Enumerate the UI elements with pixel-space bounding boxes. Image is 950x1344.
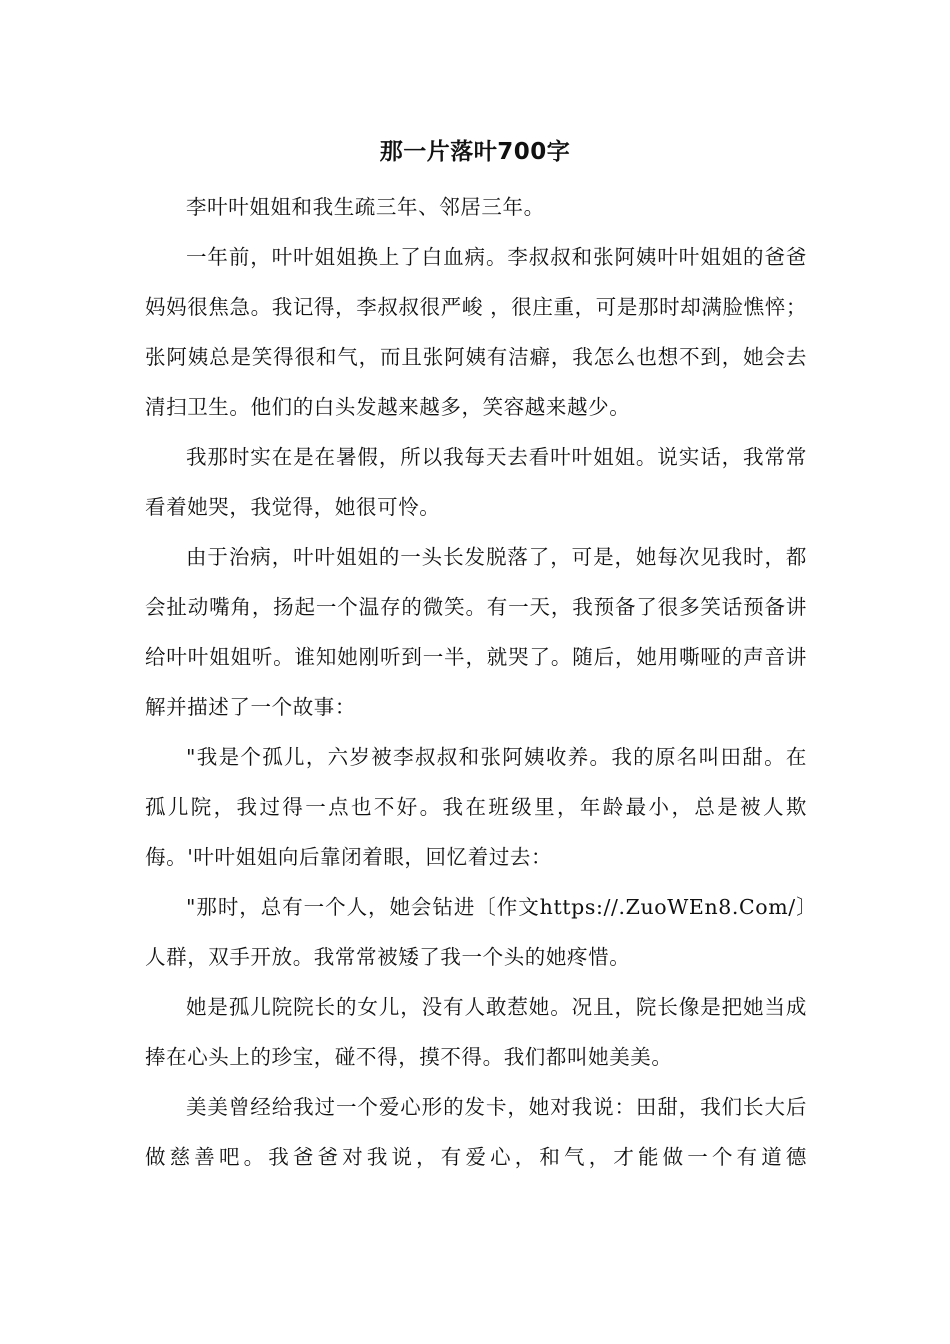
paragraph: "我是个孤儿，六岁被李叔叔和张阿姨收养。我的原名叫田甜。在孤儿院，我过得一点也不好。我在班级里，年龄最小，总是被人欺侮。'叶叶姐姐向后靠闭着眼，回忆着过去： [145,745,807,869]
document-title: 那一片落叶700字 [379,139,571,165]
document-body [145,182,807,1182]
paragraph: 她是孤儿院院长的女儿，没有人敢惹她。况且，院长像是把她当成捧在心头上的珍宝，碰不得，摸不得。我们都叫她美美。 [145,995,807,1069]
paragraph: 由于治病，叶叶姐姐的一头长发脱落了，可是，她每次见我时，都会扯动嘴角，扬起一个温存的微笑。有一天，我预备了很多笑话预备讲给叶叶姐姐听。谁知她刚听到一半，就哭了。随后，她用嘶哑的声音讲解并描述了一个故事： [145,545,807,719]
paragraph: "那时，总有一个人，她会钻进〔作文https://.ZuoWEn8.Com/〕人群，双手开放。我常常被矮了我一个头的她疼惜。 [145,895,807,969]
paragraph: 李叶叶姐姐和我生疏三年、邻居三年。 [186,195,545,219]
paragraph: 我那时实在是在暑假，所以我每天去看叶叶姐姐。说实话，我常常看着她哭，我觉得，她很可怜。 [145,445,807,519]
paragraph: 美美曾经给我过一个爱心形的发卡，她对我说：田甜，我们长大后做慈善吧。我爸爸对我说，有爱心，和气，才能做一个有道德 [145,1095,807,1169]
paragraph: 一年前，叶叶姐姐换上了白血病。李叔叔和张阿姨叶叶姐姐的爸爸妈妈很焦急。我记得，李叔叔很严峻 ，很庄重，可是那时却满脸憔悴；张阿姨总是笑得很和气，而且张阿姨有洁癖，我怎么也想不到，她会去清扫卫生。他们的白头发越来越多，笑容越来越少。 [145,245,807,419]
